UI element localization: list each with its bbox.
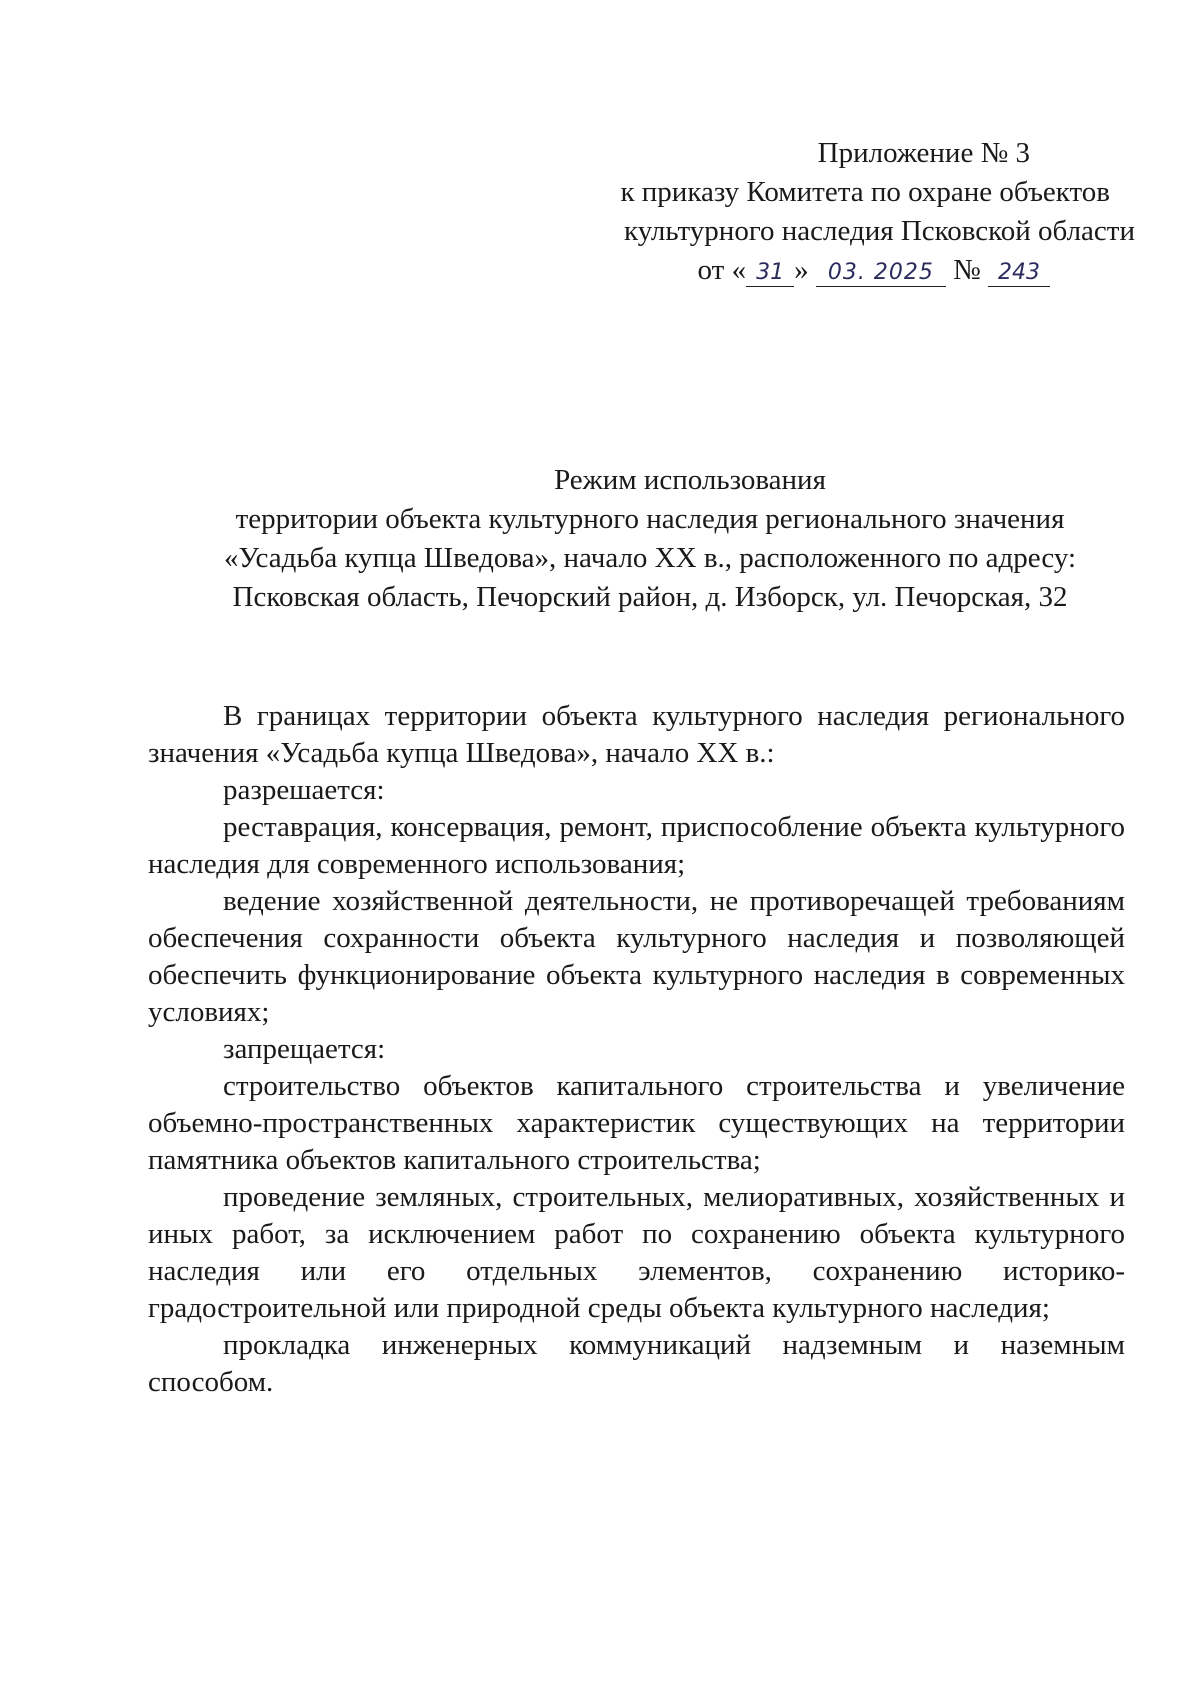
forbidden-item: проведение земляных, строительных, мелиоративных, хозяйственных и иных работ, за исключением работ по сохранению объекта культурного наследия или его отдельных элементов, сохранению историко-градостроительной или природной среды объекта культурного наследия; bbox=[148, 1181, 1125, 1324]
intro-paragraph: В границах территории объекта культурного наследия регионального значения «Усадьба купца Шведова», начало XX в.: bbox=[148, 700, 1125, 769]
document-title bbox=[150, 461, 1150, 617]
handwritten-date: 03. 2025 bbox=[816, 260, 946, 287]
forbidden-label: запрещается: bbox=[223, 1033, 386, 1065]
allowed-label: разрешается: bbox=[223, 774, 385, 806]
title-line-2: территории объекта культурного наследия регионального значения bbox=[235, 503, 1065, 535]
appendix-header bbox=[560, 134, 1135, 290]
handwritten-day: 31 bbox=[746, 260, 794, 287]
number-sign: № bbox=[953, 254, 981, 286]
document-body bbox=[148, 698, 1125, 1401]
title-line-1: Режим использования bbox=[554, 464, 826, 496]
title-line-3: «Усадьба купца Шведова», начало XX в., расположенного по адресу: bbox=[223, 542, 1077, 574]
title-line-4: Псковская область, Печорский район, д. Изборск, ул. Печорская, 32 bbox=[232, 581, 1068, 613]
appendix-order-ref: к приказу Комитета по охране объектов bbox=[620, 176, 1110, 208]
appendix-title: Приложение № 3 bbox=[817, 137, 1030, 169]
appendix-date-line bbox=[560, 251, 1135, 290]
allowed-item: реставрация, консервация, ремонт, приспособление объекта культурного наследия для современного использования; bbox=[148, 811, 1125, 880]
forbidden-item: прокладка инженерных коммуникаций надземным и наземным способом. bbox=[148, 1329, 1125, 1398]
date-quote-close: » bbox=[794, 254, 809, 286]
appendix-committee: культурного наследия Псковской области bbox=[624, 215, 1135, 247]
date-prefix: от « bbox=[697, 254, 747, 286]
forbidden-item: строительство объектов капитального строительства и увеличение объемно-пространственных характеристик существующих на территории памятника объектов капитального строительства; bbox=[148, 1070, 1125, 1176]
handwritten-number: 243 bbox=[988, 260, 1050, 287]
allowed-item: ведение хозяйственной деятельности, не противоречащей требованиям обеспечения сохранности объекта культурного наследия и позволяющей обеспечить функционирование объекта культурного наследия в современных условиях; bbox=[148, 885, 1125, 1028]
